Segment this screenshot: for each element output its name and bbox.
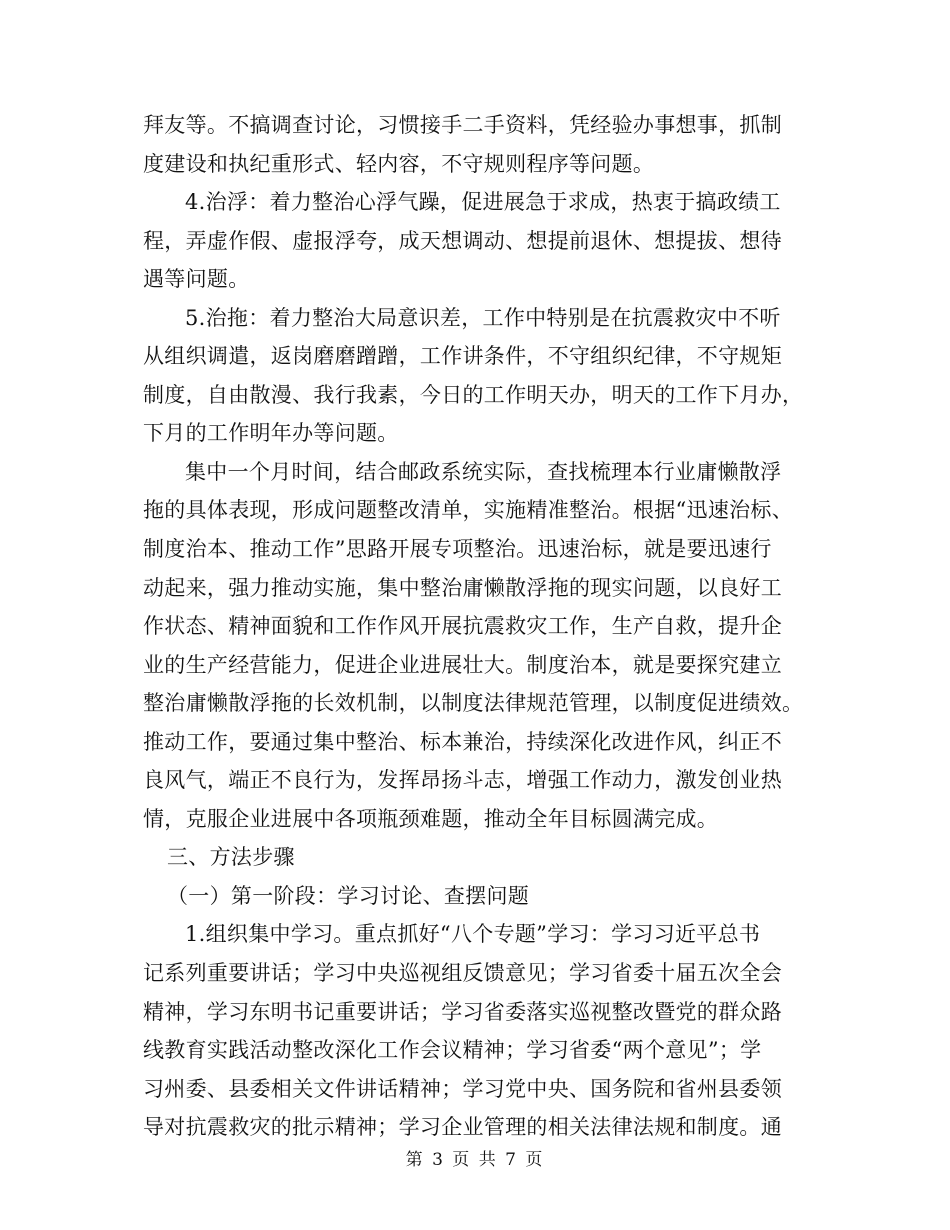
text-line: 下月的工作明年办等问题。 (143, 421, 399, 446)
text-line: 记系列重要讲话；学习中央巡视组反馈意见；学习省委十届五次全会 (143, 961, 782, 986)
subsection-heading: （一）第一阶段：学习讨论、查摆问题 (167, 883, 530, 908)
text-line: 线教育实践活动整改深化工作会议精神；学习省委“两个意见”；学 (143, 1038, 762, 1063)
page-number: 第 3 页 共 7 页 (405, 1150, 545, 1170)
text-line: 制度治本、推动工作”思路开展专项整治。迅速治标，就是要迅速行 (143, 537, 772, 562)
text-line: 整治庸懒散浮拖的长效机制，以制度法律规范管理，以制度促进绩效。 (143, 691, 804, 716)
text-line: 动起来，强力推动实施，集中整治庸懒散浮拖的现实问题，以良好工 (143, 575, 782, 600)
text-line: 情，克服企业进展中各项瓶颈难题，推动全年目标圆满完成。 (143, 806, 719, 831)
text-line: 5.治拖：着力整治大局意识差，工作中特别是在抗震救灾中不听 (185, 305, 781, 330)
text-line: 4.治浮：着力整治心浮气躁，促进展急于求成，热衷于搞政绩工 (185, 190, 781, 215)
section-heading: 三、方法步骤 (167, 845, 295, 870)
text-line: 程，弄虚作假、虚报浮夸，成天想调动、想提前退休、想提拔、想待 (143, 228, 782, 253)
text-line: 良风气，端正不良行为，发挥昂扬斗志，增强工作动力，激发创业热 (143, 768, 782, 793)
text-line: 1.组织集中学习。重点抓好“八个专题”学习：学习习近平总书 (185, 922, 761, 947)
document-body (143, 106, 813, 1147)
text-line: 推动工作，要通过集中整治、标本兼治，持续深化改进作风，纠正不 (143, 729, 782, 754)
text-line: 遇等问题。 (143, 267, 250, 292)
text-line: 制度，自由散漫、我行我素，今日的工作明天办，明天的工作下月办， (143, 382, 804, 407)
text-line: 精神，学习东明书记重要讲话；学习省委落实巡视整改暨党的群众路 (143, 999, 782, 1024)
text-line: 集中一个月时间，结合邮政系统实际，查找梳理本行业庸懒散浮 (185, 459, 782, 484)
text-line: 拖的具体表现，形成问题整改清单，实施精准整治。根据“迅速治标、 (143, 498, 794, 523)
text-line: 业的生产经营能力，促进企业进展壮大。制度治本，就是要探究建立 (143, 652, 782, 677)
text-line: 从组织调遣，返岗磨磨蹭蹭，工作讲条件，不守组织纪律，不守规矩 (143, 344, 782, 369)
text-line: 作状态、精神面貌和工作作风开展抗震救灾工作，生产自救，提升企 (143, 614, 782, 639)
text-line: 拜友等。不搞调查讨论，习惯接手二手资料，凭经验办事想事，抓制 (143, 113, 782, 137)
text-line: 度建设和执纪重形式、轻内容，不守规则程序等问题。 (143, 151, 655, 176)
text-line: 导对抗震救灾的批示精神；学习企业管理的相关法律法规和制度。通 (143, 1115, 782, 1140)
text-line: 习州委、县委相关文件讲话精神；学习党中央、国务院和省州县委领 (143, 1076, 782, 1101)
